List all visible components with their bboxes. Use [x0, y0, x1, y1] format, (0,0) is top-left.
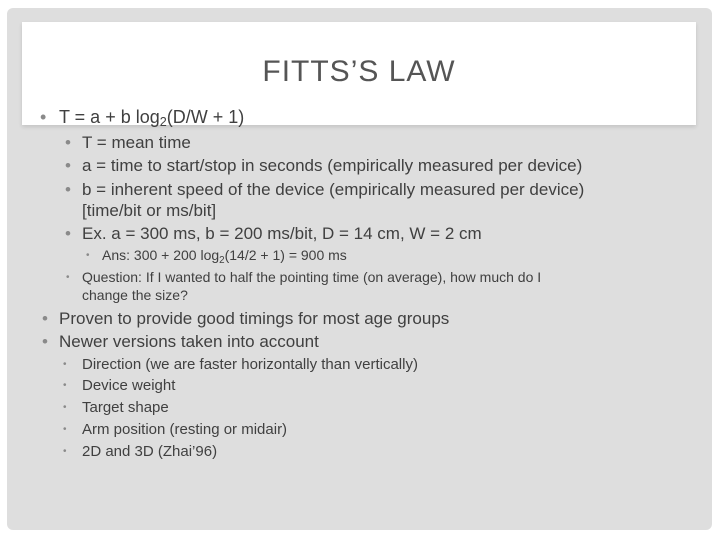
definition-item	[65, 133, 191, 153]
factor-item	[63, 377, 176, 394]
factor-item	[63, 356, 418, 373]
definition-item	[65, 180, 585, 200]
bullet-icon: •	[42, 309, 48, 328]
factor-item	[63, 399, 169, 416]
point-item	[42, 309, 450, 329]
formula-suffix: (D/W + 1)	[166, 107, 245, 127]
answer-suffix: (14/2 + 1) = 900 ms	[224, 247, 347, 263]
question-text: change the size?	[82, 287, 188, 303]
definition-item	[65, 156, 583, 176]
factor-text: Target shape	[82, 399, 169, 416]
definition-continuation	[82, 201, 216, 221]
formula-subscript: 2	[159, 115, 167, 129]
factor-text: 2D and 3D (Zhai’96)	[82, 443, 218, 460]
bullet-icon: •	[63, 424, 67, 435]
bullet-icon: •	[42, 332, 48, 351]
question-continuation	[82, 287, 188, 303]
bullet-icon: •	[63, 446, 67, 457]
example-item	[65, 224, 482, 244]
factor-item	[63, 421, 288, 438]
bullet-icon: •	[86, 250, 90, 261]
definition-text: a = time to start/stop in seconds (empirically measured per device)	[82, 156, 583, 175]
bullet-icon: •	[63, 359, 67, 370]
question-text: Question: If I wanted to half the pointing time (on average), how much do I	[82, 269, 542, 285]
point-text: Newer versions taken into account	[59, 332, 319, 351]
factor-text: Direction (we are faster horizontally than vertically)	[82, 356, 418, 373]
example-text: Ex. a = 300 ms, b = 200 ms/bit, D = 14 cm, W = 2 cm	[82, 224, 482, 243]
formula-bullet	[40, 107, 245, 129]
bullet-icon: •	[66, 272, 70, 283]
formula-prefix: T = a + b log	[59, 107, 160, 127]
definition-text: [time/bit or ms/bit]	[82, 201, 217, 220]
question-item	[66, 269, 542, 285]
answer-item	[86, 247, 347, 266]
bullet-icon: •	[40, 107, 47, 127]
answer-subscript: 2	[219, 255, 225, 266]
factor-item	[63, 443, 218, 460]
factor-text: Arm position (resting or midair)	[82, 421, 288, 438]
point-item	[42, 332, 319, 352]
bullet-icon: •	[65, 180, 71, 199]
slide-title: FITTS’S LAW	[262, 55, 456, 88]
bullet-icon: •	[65, 224, 71, 243]
bullet-icon: •	[65, 133, 71, 152]
definition-text: b = inherent speed of the device (empirically measured per device)	[82, 180, 585, 199]
bullet-icon: •	[65, 156, 71, 175]
bullet-icon: •	[63, 380, 67, 391]
answer-prefix: Ans: 300 + 200 log	[102, 247, 220, 263]
bullet-icon: •	[63, 402, 67, 413]
point-text: Proven to provide good timings for most age groups	[59, 309, 450, 328]
definition-text: T = mean time	[82, 133, 191, 152]
factor-text: Device weight	[82, 377, 176, 394]
